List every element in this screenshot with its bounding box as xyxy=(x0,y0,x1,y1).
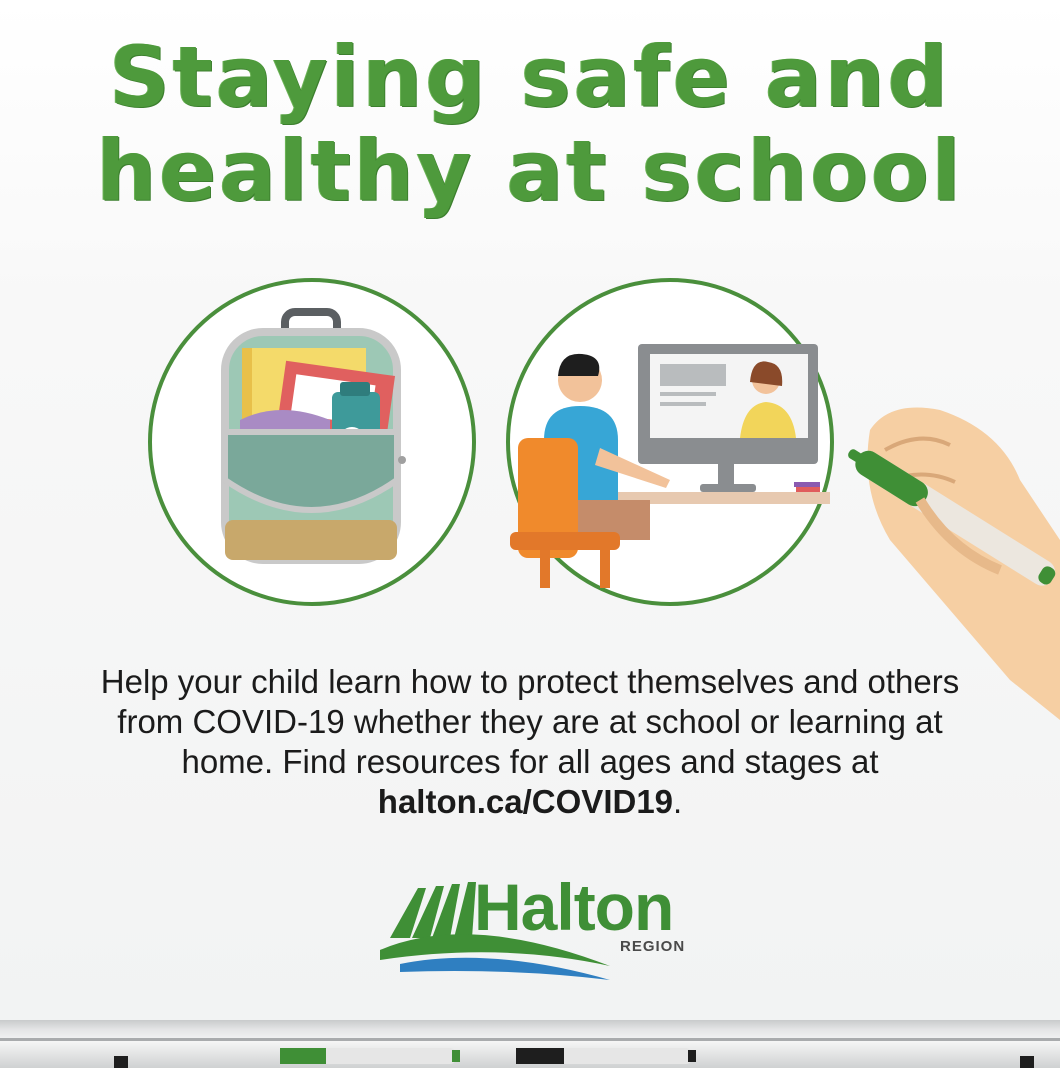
resource-link[interactable]: halton.ca/COVID19 xyxy=(377,783,674,820)
title-line-2: healthy at school xyxy=(96,122,964,220)
logo-subtitle: REGION xyxy=(620,938,686,955)
backpack-icon xyxy=(150,280,474,604)
online-learning-icon xyxy=(508,280,832,604)
body-end: . xyxy=(673,783,683,820)
body-text: Help your child learn how to protect themselves and others from COVID-19 whether they are at school or learning at home. Find resources for all ages and stages at xyxy=(100,663,960,780)
illustrations xyxy=(140,270,860,615)
title-line-1: Staying safe and xyxy=(109,28,951,126)
tray-markers-icon xyxy=(0,1020,1060,1068)
body-paragraph xyxy=(100,662,960,822)
page-title xyxy=(0,30,1060,218)
logo-name: Halton xyxy=(474,870,674,944)
marker-tray xyxy=(0,1020,1060,1068)
halton-logo xyxy=(370,868,700,998)
